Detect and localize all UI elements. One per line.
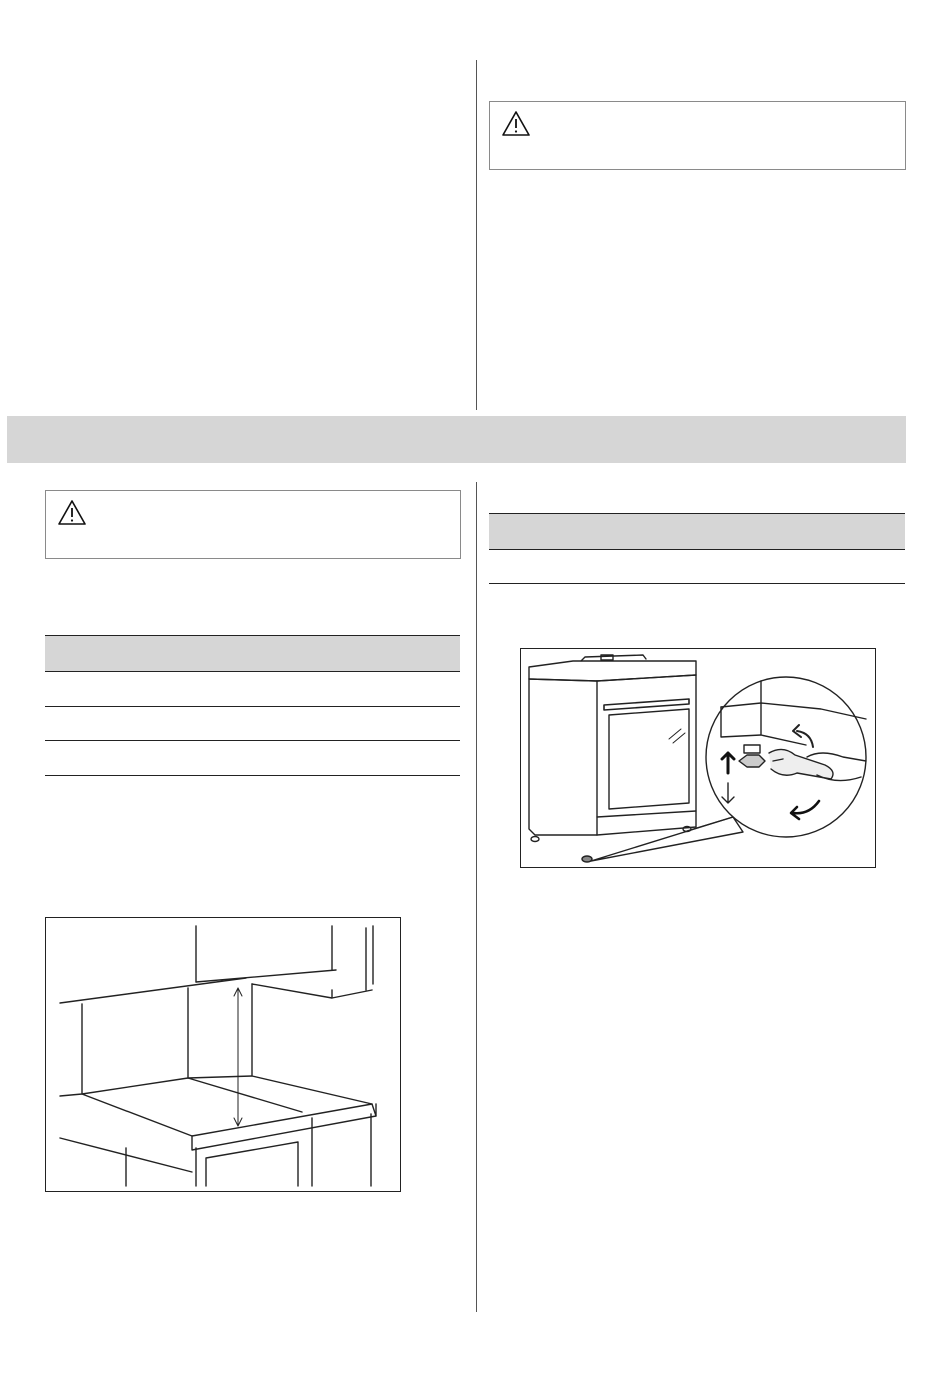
oven-leveling-feet-figure	[520, 648, 876, 868]
left-table-bottom-rule	[45, 775, 460, 776]
warning-box-left	[45, 490, 461, 559]
left-table-row-rule	[45, 740, 460, 741]
right-table-bottom-rule	[489, 583, 905, 584]
column-divider-bottom	[476, 482, 477, 1312]
hood-clearance-figure	[45, 917, 401, 1192]
section-header-band	[7, 416, 906, 463]
left-table-header	[45, 636, 460, 671]
left-table-row-rule	[45, 671, 460, 672]
right-table-header	[489, 514, 905, 549]
warning-triangle-icon	[501, 110, 531, 137]
warning-box-top	[489, 101, 906, 170]
right-table-row-rule	[489, 549, 905, 550]
column-divider-top	[476, 60, 477, 410]
warning-triangle-icon	[57, 499, 87, 526]
left-table-row-rule	[45, 706, 460, 707]
